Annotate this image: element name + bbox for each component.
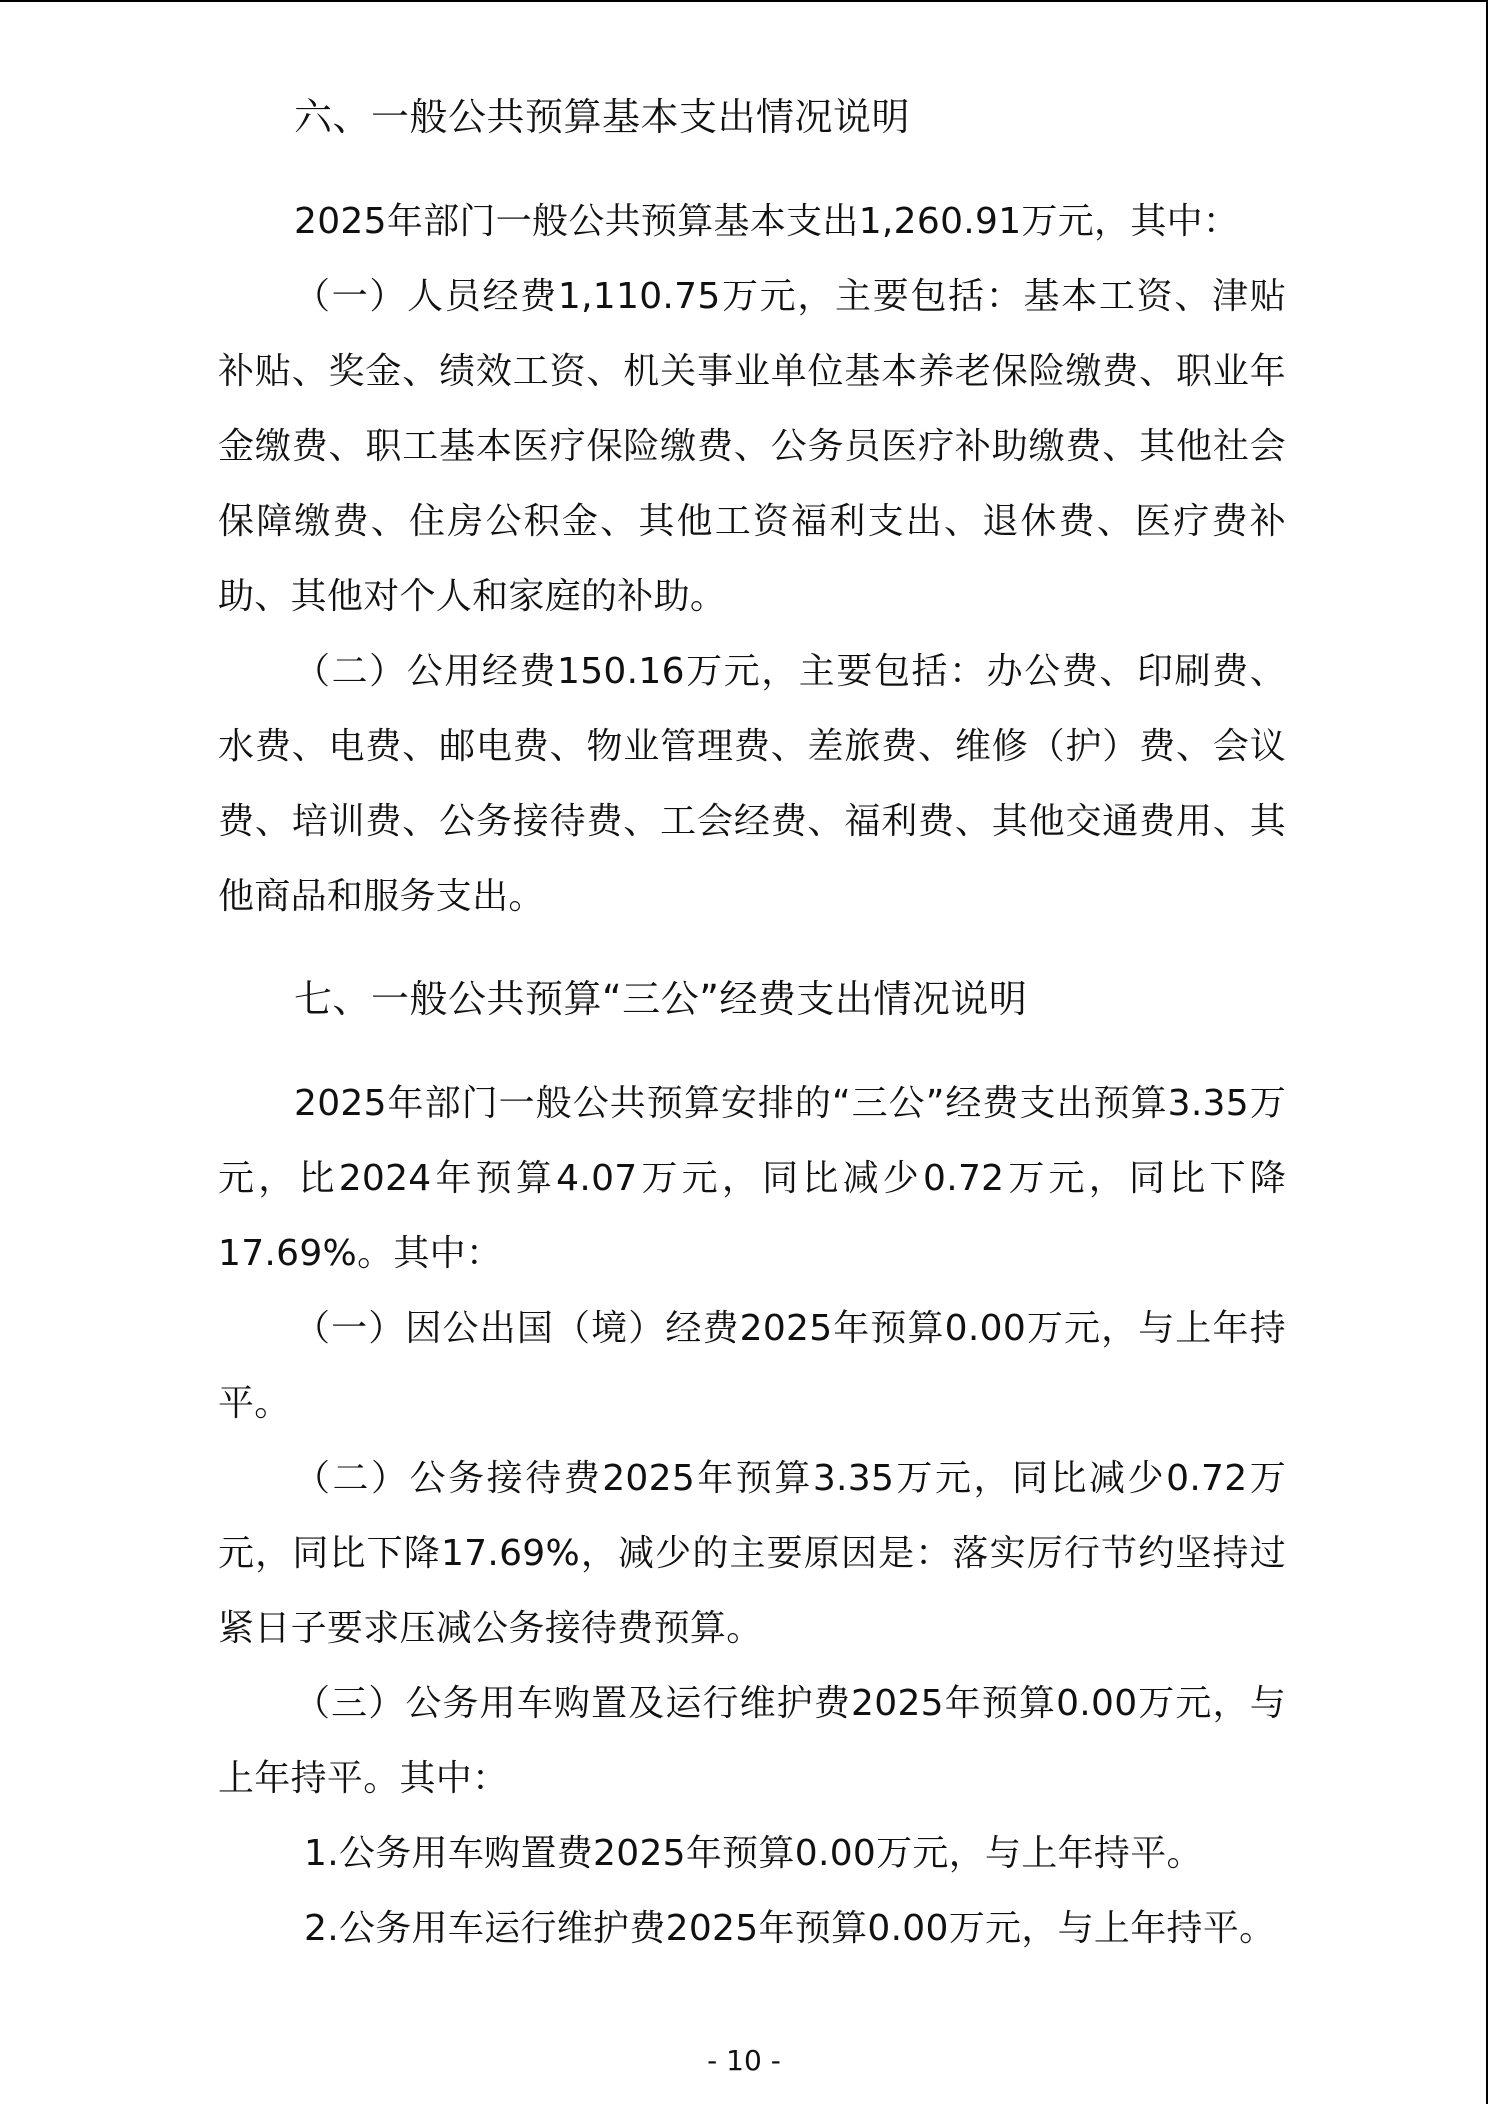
section-7-overseas-travel-paragraph: （一）因公出国（境）经费2025年预算0.00万元，与上年持平。 xyxy=(218,1308,1286,1424)
section-7-reception-expense-paragraph: （二）公务接待费2025年预算3.35万元，同比减少0.72万元，同比下降17.69%，减少的主要原因是：落实厉行节约坚持过紧日子要求压减公务接待费预算。 xyxy=(218,1458,1286,1649)
page-number: - 10 - xyxy=(707,2044,781,2077)
section-7-intro-paragraph: 2025年部门一般公共预算安排的“三公”经费支出预算3.35万元，比2024年预算4.07万元，同比减少0.72万元，同比下降17.69%。其中： xyxy=(218,1083,1286,1274)
section-6-public-expense-paragraph: （二）公用经费150.16万元，主要包括：办公费、印刷费、水费、电费、邮电费、物业管理费、差旅费、维修（护）费、会议费、培训费、公务接待费、工会经费、福利费、其他交通费用、其他商品和服务支出。 xyxy=(218,651,1286,917)
section-7-vehicle-maintenance-item: 2.公务用车运行维护费2025年预算0.00万元，与上年持平。 xyxy=(304,1908,1276,1949)
section-7-heading: 七、一般公共预算“三公”经费支出情况说明 xyxy=(294,977,1028,1021)
section-7-vehicle-expense-paragraph: （三）公务用车购置及运行维护费2025年预算0.00万元，与上年持平。其中： xyxy=(218,1683,1286,1799)
section-6-heading: 六、一般公共预算基本支出情况说明 xyxy=(294,95,911,139)
section-6-personnel-expense-paragraph: （一）人员经费1,110.75万元，主要包括：基本工资、津贴补贴、奖金、绩效工资、机关事业单位基本养老保险缴费、职业年金缴费、职工基本医疗保险缴费、公务员医疗补助缴费、其他社会保障缴费、住房公积金、其他工资福利支出、退休费、医疗费补助、其他对个人和家庭的补助。 xyxy=(218,276,1286,617)
section-6-intro-paragraph: 2025年部门一般公共预算基本支出1,260.91万元，其中： xyxy=(294,201,1240,242)
section-7-vehicle-purchase-item: 1.公务用车购置费2025年预算0.00万元，与上年持平。 xyxy=(304,1833,1203,1874)
document-body xyxy=(218,80,1286,1966)
